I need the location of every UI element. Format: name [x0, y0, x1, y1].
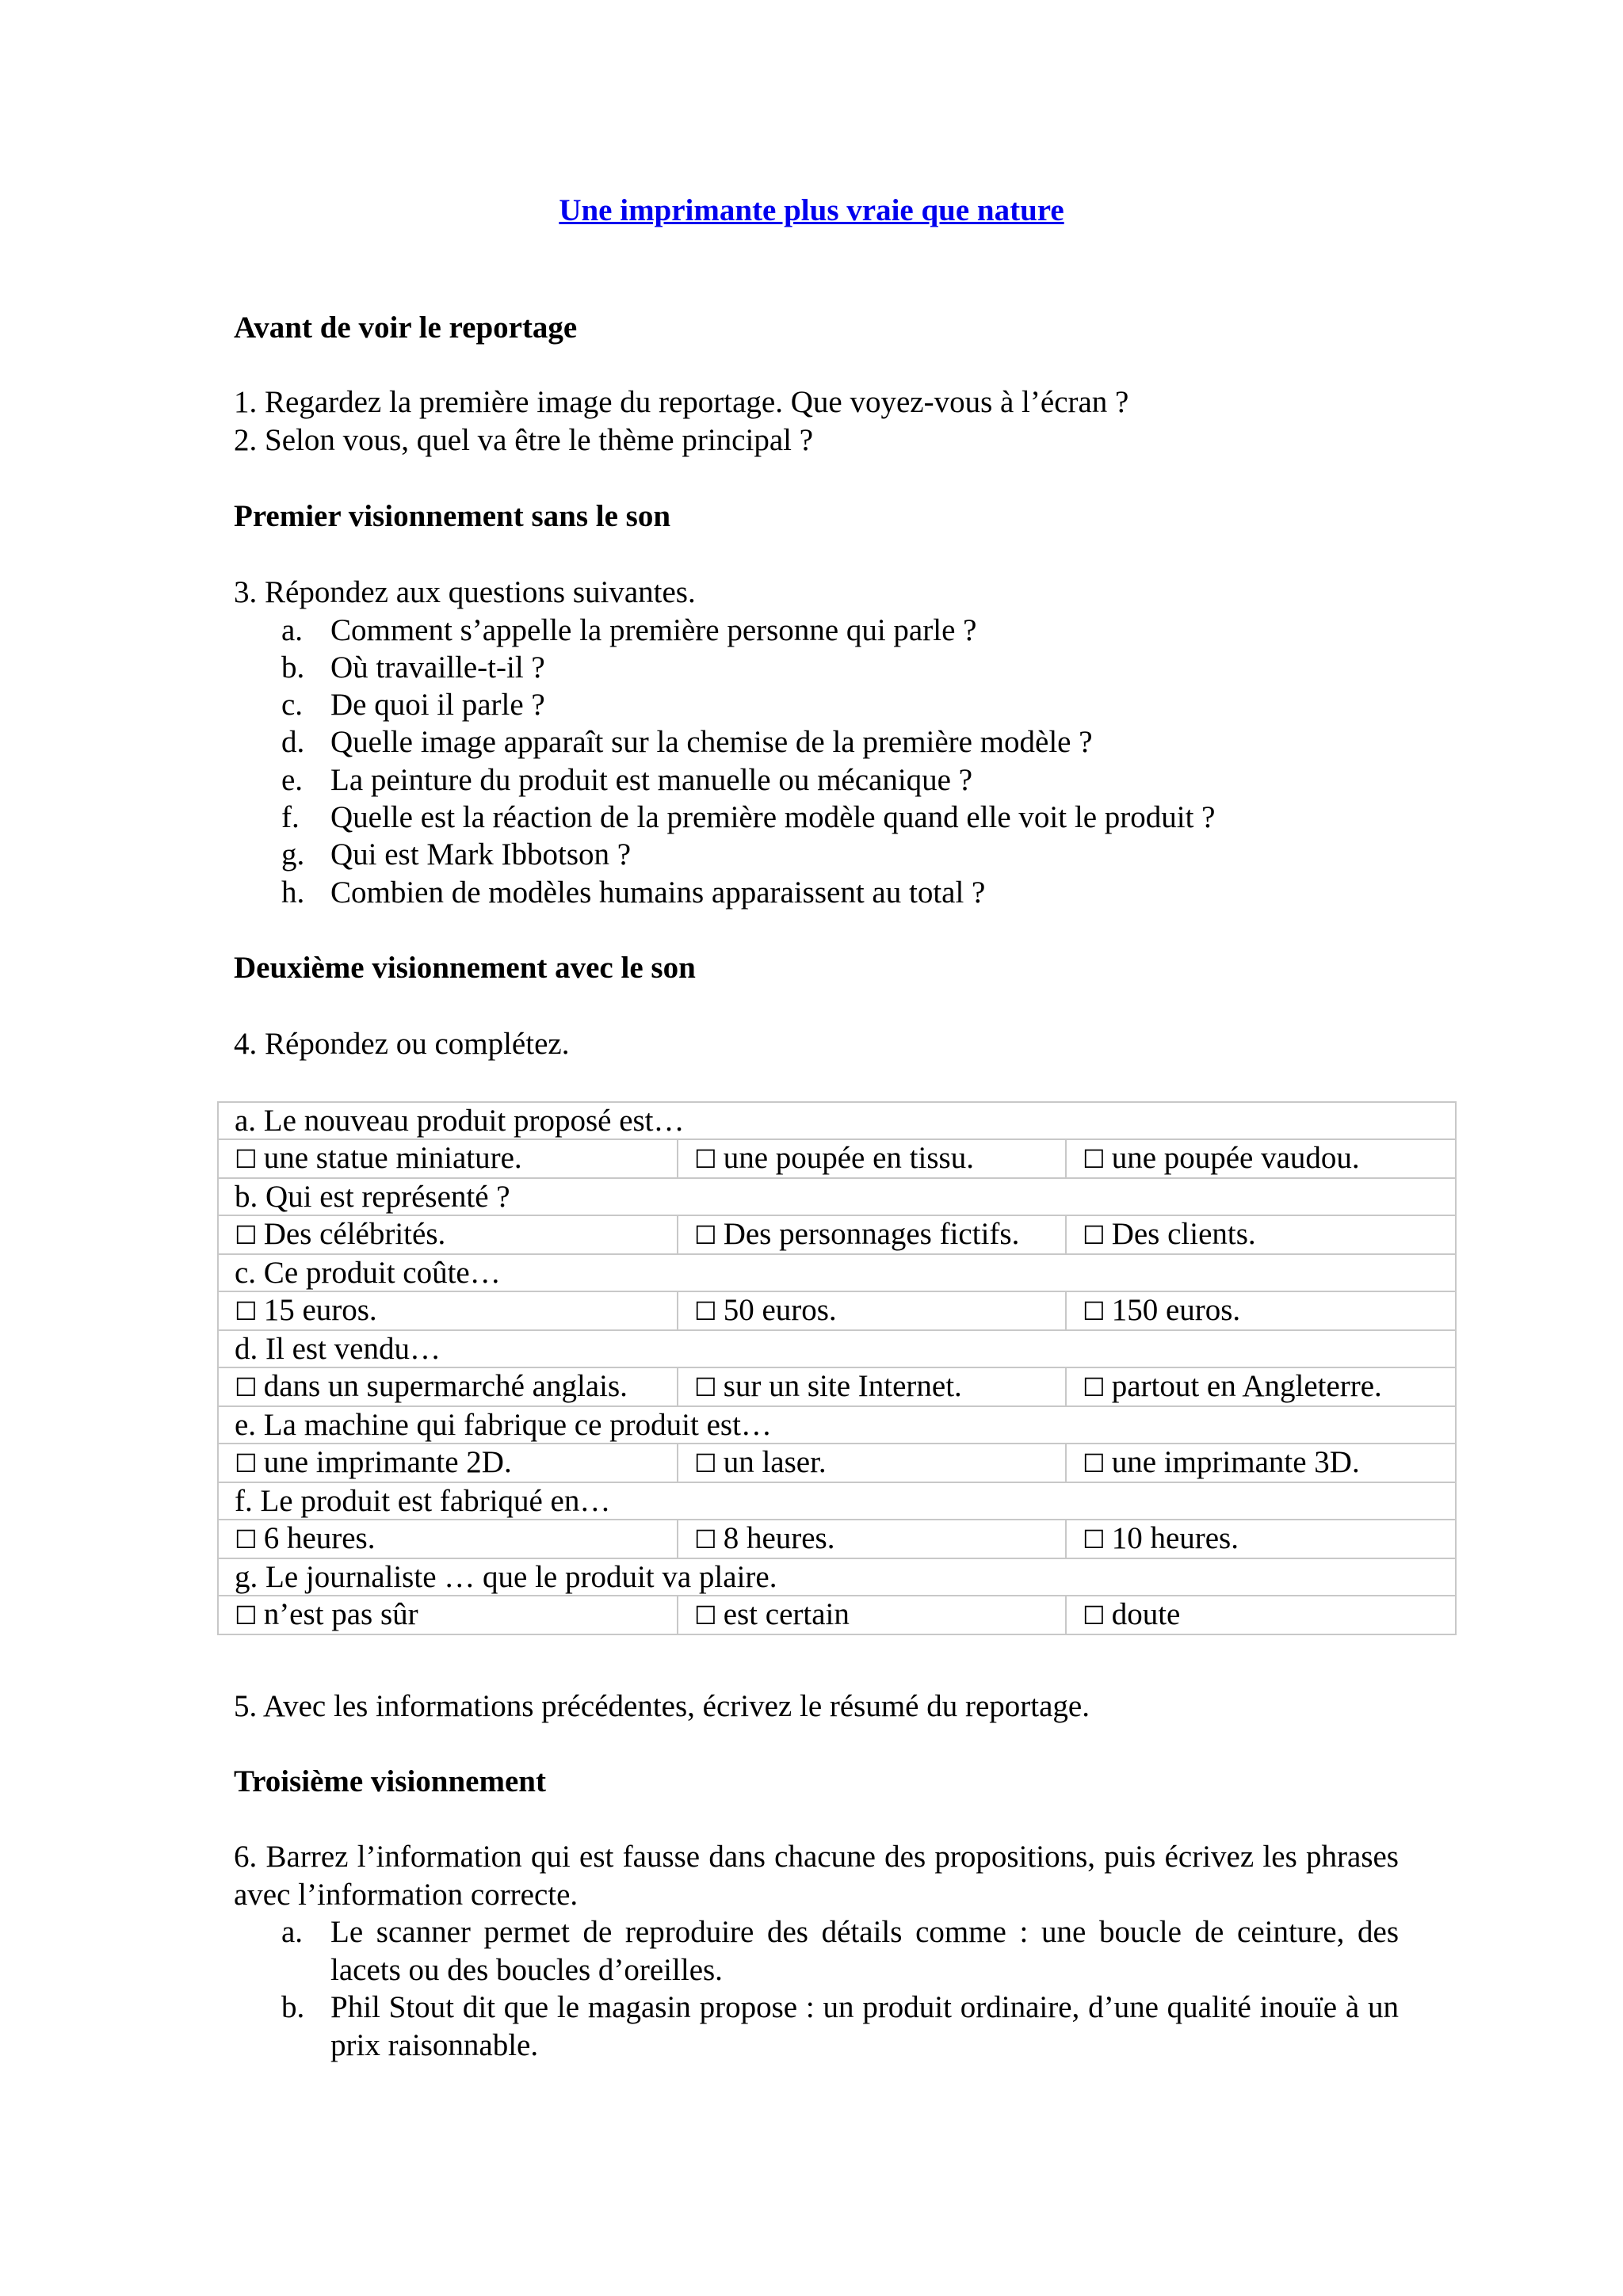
list-item	[281, 649, 545, 687]
option-cell[interactable]	[218, 1291, 678, 1330]
question-4: 4. Répondez ou complétez.	[234, 1027, 570, 1061]
list-item-text: Qui est Mark Ibbotson ?	[330, 837, 632, 871]
option-cell[interactable]	[218, 1444, 678, 1482]
list-item-text: Comment s’appelle la première personne qui parle ?	[330, 613, 977, 647]
list-item-letter: f.	[281, 800, 300, 834]
list-item-letter: a.	[281, 613, 304, 647]
table-row-question	[218, 1102, 1456, 1139]
list-item	[281, 1989, 1399, 2065]
heading-avant: Avant de voir le reportage	[234, 311, 578, 345]
option-cell[interactable]	[1066, 1367, 1456, 1406]
list-item-text: De quoi il parle ?	[330, 688, 545, 722]
option-cell[interactable]	[1066, 1596, 1456, 1634]
option-label: n’est pas sûr	[263, 1597, 418, 1631]
option-label: Des personnages fictifs.	[723, 1217, 1020, 1251]
option-cell[interactable]	[1066, 1291, 1456, 1330]
table-row-options	[218, 1139, 1456, 1178]
checkbox-icon[interactable]: ☐	[235, 1296, 258, 1326]
table-row-options	[218, 1367, 1456, 1406]
option-label: 150 euros.	[1111, 1293, 1241, 1327]
checkbox-icon[interactable]: ☐	[1083, 1220, 1106, 1250]
document-title[interactable]: Une imprimante plus vraie que nature	[559, 193, 1064, 227]
table-row-options	[218, 1520, 1456, 1558]
checkbox-icon[interactable]: ☐	[235, 1524, 258, 1554]
table-question: b. Qui est représenté ?	[218, 1178, 1456, 1215]
list-item-text: La peinture du produit est manuelle ou mécanique ?	[330, 763, 973, 797]
table-row-question	[218, 1330, 1456, 1367]
option-cell[interactable]	[218, 1520, 678, 1558]
option-cell[interactable]	[218, 1139, 678, 1178]
option-label: 50 euros.	[723, 1293, 837, 1327]
list-item	[281, 612, 976, 650]
question-5: 5. Avec les informations précédentes, écrivez le résumé du reportage.	[234, 1689, 1090, 1723]
checkbox-icon[interactable]: ☐	[694, 1600, 717, 1630]
checkbox-icon[interactable]: ☐	[1083, 1448, 1106, 1478]
option-label: est certain	[723, 1597, 850, 1631]
option-label: 8 heures.	[723, 1521, 835, 1555]
option-label: une imprimante 2D.	[263, 1445, 512, 1479]
list-item	[281, 874, 985, 912]
option-label: une statue miniature.	[263, 1141, 522, 1175]
list-item-letter: b.	[281, 650, 305, 685]
list-item-letter: c.	[281, 688, 304, 722]
option-cell[interactable]	[678, 1444, 1066, 1482]
list-item	[281, 723, 1093, 761]
question-3: 3. Répondez aux questions suivantes.	[234, 575, 696, 609]
list-item-text: Où travaille-t-il ?	[330, 650, 545, 685]
question-table	[217, 1101, 1457, 1635]
list-item-letter: g.	[281, 837, 305, 871]
table-row-options	[218, 1215, 1456, 1254]
checkbox-icon[interactable]: ☐	[1083, 1144, 1106, 1174]
option-cell[interactable]	[678, 1596, 1066, 1634]
checkbox-icon[interactable]: ☐	[235, 1372, 258, 1402]
option-cell[interactable]	[678, 1215, 1066, 1254]
table-row-question	[218, 1406, 1456, 1444]
table-question: e. La machine qui fabrique ce produit est…	[218, 1406, 1456, 1444]
checkbox-icon[interactable]: ☐	[1083, 1600, 1106, 1630]
list-item-text: Phil Stout dit que le magasin propose : un produit ordinaire, d’une qualité inouïe à un prix raisonnable.	[330, 1990, 1399, 2062]
list-item-text: Quelle est la réaction de la première modèle quand elle voit le produit ?	[330, 800, 1216, 834]
table-question: d. Il est vendu…	[218, 1330, 1456, 1367]
option-label: une imprimante 3D.	[1111, 1445, 1360, 1479]
option-cell[interactable]	[218, 1367, 678, 1406]
table-question: c. Ce produit coûte…	[218, 1254, 1456, 1291]
option-label: doute	[1111, 1597, 1181, 1631]
checkbox-icon[interactable]: ☐	[694, 1220, 717, 1250]
list-item	[281, 799, 1215, 837]
question-2: 2. Selon vous, quel va être le thème principal ?	[234, 423, 814, 457]
list-item-letter: b.	[281, 1990, 305, 2024]
option-cell[interactable]	[1066, 1444, 1456, 1482]
option-cell[interactable]	[218, 1215, 678, 1254]
option-label: 6 heures.	[263, 1521, 376, 1555]
option-label: partout en Angleterre.	[1111, 1369, 1382, 1403]
checkbox-icon[interactable]: ☐	[694, 1448, 717, 1478]
checkbox-icon[interactable]: ☐	[235, 1448, 258, 1478]
table-row-question	[218, 1558, 1456, 1596]
option-label: une poupée vaudou.	[1111, 1141, 1360, 1175]
list-item-text: Combien de modèles humains apparaissent au total ?	[330, 875, 986, 910]
checkbox-icon[interactable]: ☐	[694, 1144, 717, 1174]
heading-troisieme-visionnement: Troisième visionnement	[234, 1764, 546, 1798]
table-row-options	[218, 1596, 1456, 1634]
list-item	[281, 761, 972, 799]
checkbox-icon[interactable]: ☐	[694, 1372, 717, 1402]
list-item	[281, 836, 631, 874]
checkbox-icon[interactable]: ☐	[235, 1144, 258, 1174]
checkbox-icon[interactable]: ☐	[1083, 1296, 1106, 1326]
option-cell[interactable]	[1066, 1520, 1456, 1558]
table-row-options	[218, 1444, 1456, 1482]
option-cell[interactable]	[1066, 1139, 1456, 1178]
option-label: Des clients.	[1111, 1217, 1256, 1251]
option-label: 10 heures.	[1111, 1521, 1239, 1555]
table-row-options	[218, 1291, 1456, 1330]
checkbox-icon[interactable]: ☐	[694, 1524, 717, 1554]
table-row-question	[218, 1178, 1456, 1215]
heading-premier-visionnement: Premier visionnement sans le son	[234, 499, 671, 533]
checkbox-icon[interactable]: ☐	[1083, 1524, 1106, 1554]
list-item-letter: d.	[281, 725, 305, 759]
list-item	[281, 686, 545, 724]
option-label: Des célébrités.	[263, 1217, 446, 1251]
list-item-text: Quelle image apparaît sur la chemise de la première modèle ?	[330, 725, 1093, 759]
option-cell[interactable]	[678, 1367, 1066, 1406]
question-1: 1. Regardez la première image du reportage. Que voyez-vous à l’écran ?	[234, 385, 1129, 419]
heading-deuxieme-visionnement: Deuxième visionnement avec le son	[234, 951, 696, 985]
table-row-question	[218, 1254, 1456, 1291]
option-label: sur un site Internet.	[723, 1369, 962, 1403]
checkbox-icon[interactable]: ☐	[235, 1220, 258, 1250]
table-question: a. Le nouveau produit proposé est…	[218, 1102, 1456, 1139]
table-question: g. Le journaliste … que le produit va plaire.	[218, 1558, 1456, 1596]
option-cell[interactable]	[678, 1291, 1066, 1330]
list-item	[281, 1913, 1399, 1989]
option-label: dans un supermarché anglais.	[263, 1369, 628, 1403]
option-cell[interactable]	[218, 1596, 678, 1634]
option-label: un laser.	[723, 1445, 827, 1479]
table-question: f. Le produit est fabriqué en…	[218, 1482, 1456, 1520]
checkbox-icon[interactable]: ☐	[235, 1600, 258, 1630]
checkbox-icon[interactable]: ☐	[694, 1296, 717, 1326]
list-item-letter: h.	[281, 875, 305, 910]
checkbox-icon[interactable]: ☐	[1083, 1372, 1106, 1402]
question-6: 6. Barrez l’information qui est fausse dans chacune des propositions, puis écrivez les phrases avec l’information correcte.	[234, 1840, 1399, 1912]
list-item-text: Le scanner permet de reproduire des détails comme : une boucle de ceinture, des lacets ou des boucles d’oreilles.	[330, 1915, 1399, 1987]
option-cell[interactable]	[678, 1139, 1066, 1178]
option-cell[interactable]	[678, 1520, 1066, 1558]
option-cell[interactable]	[1066, 1215, 1456, 1254]
list-item-letter: a.	[281, 1915, 304, 1949]
table-row-question	[218, 1482, 1456, 1520]
option-label: 15 euros.	[263, 1293, 377, 1327]
list-item-letter: e.	[281, 763, 304, 797]
option-label: une poupée en tissu.	[723, 1141, 974, 1175]
